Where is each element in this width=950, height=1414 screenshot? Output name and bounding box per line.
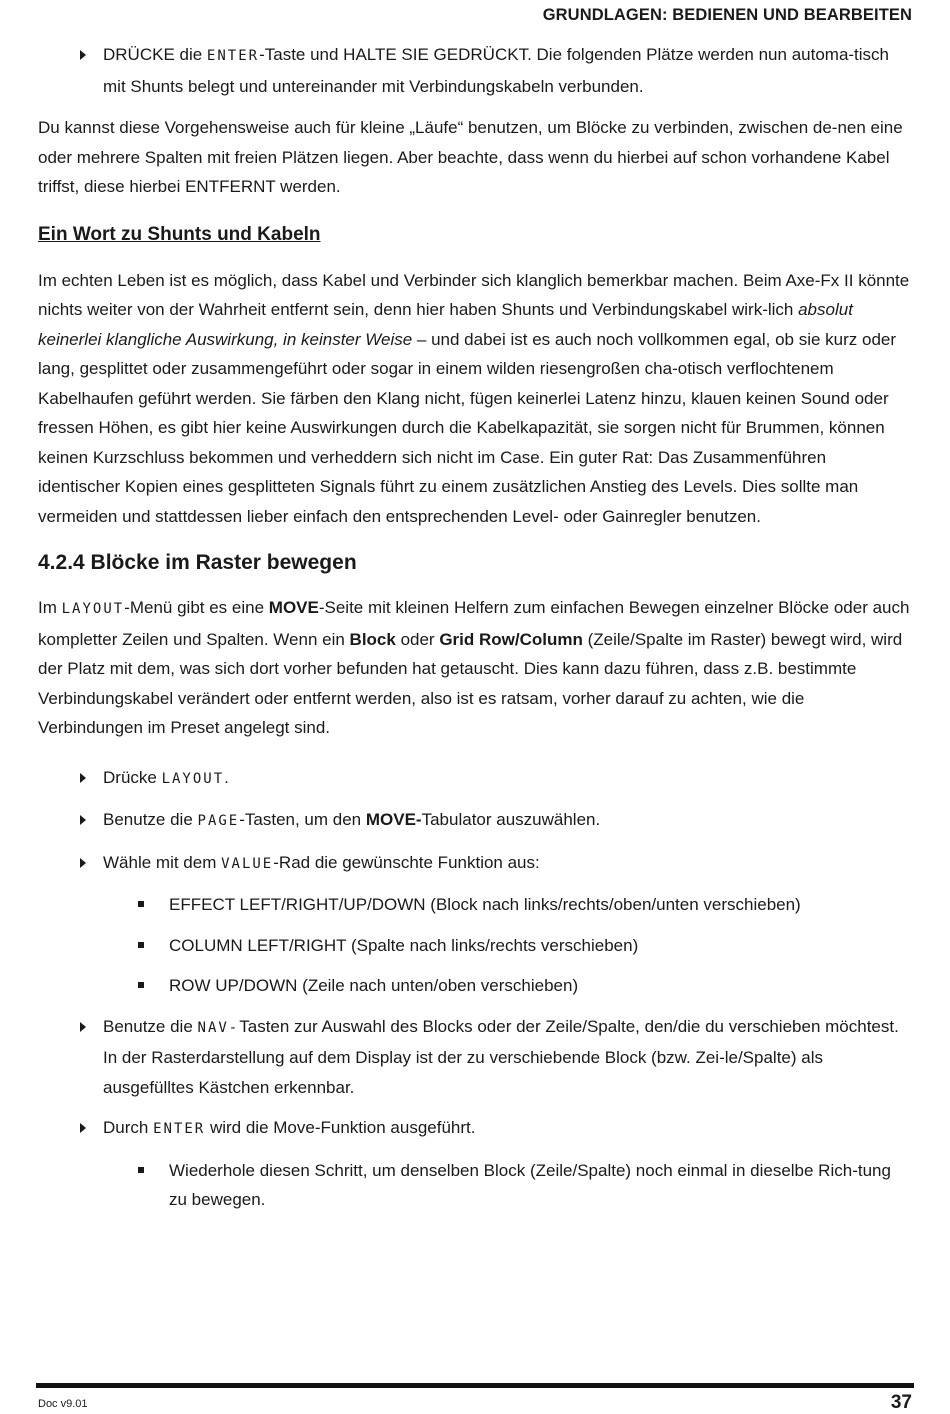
paragraph: [38, 593, 912, 743]
bold-text: MOVE: [268, 598, 319, 617]
step-bullet: [38, 1012, 912, 1103]
square-bullet-icon: [138, 982, 144, 988]
paragraph-text: Im echten Leben ist es möglich, dass Kabel und Verbinder sich klanglich bemerkbar machen. Beim Axe-Fx II könnte nichts weiter von der Wahrheit entfernt sein, denn hier haben Shunts und Verbindungskabel wirk-lich: [38, 270, 910, 319]
triangle-bullet-icon: [80, 1022, 86, 1032]
triangle-bullet-icon: [80, 858, 86, 868]
bullet-text: Durch: [103, 1118, 154, 1137]
key-label: VALUE: [221, 855, 274, 872]
paragraph-text: -Menü gibt es eine: [124, 598, 269, 617]
bold-text: Grid Row/Column: [439, 629, 583, 649]
option-item: [38, 931, 912, 961]
triangle-bullet-icon: [80, 50, 86, 60]
key-label: PAGE: [197, 813, 240, 829]
step-bullet: [38, 805, 912, 837]
option-item: [38, 1156, 912, 1215]
page-number: 37: [890, 1392, 912, 1413]
bullet-text: -Taste und HALTE SIE GEDRÜCKT. Die folgenden Plätze werden nun automa-tisch mit Shunts belegt und untereinander mit Verbindungskabeln verbunden.: [103, 45, 890, 96]
step-bullet: [38, 1113, 912, 1145]
triangle-bullet-icon: [80, 773, 86, 783]
square-bullet-icon: [138, 901, 144, 907]
paragraph: [38, 266, 912, 532]
bullet-text: Tabulator auszuwählen.: [421, 810, 601, 829]
option-text: Wiederhole diesen Schritt, um denselben Block (Zeile/Spalte) noch einmal in dieselbe Rich-tung zu bewegen.: [169, 1160, 891, 1209]
section-heading: Ein Wort zu Shunts und Kabeln: [38, 223, 321, 245]
paragraph-text: -Seite mit kleinen Helfern zum einfachen Bewegen einzelner Blöcke oder auch kompletter Zeilen und Spalten. Wenn ein: [38, 598, 910, 649]
option-text: EFFECT LEFT/RIGHT/UP/DOWN (Block nach links/rechts/oben/unten verschieben): [169, 895, 801, 914]
paragraph-text: – und dabei ist es auch noch vollkommen egal, ob sie kurz oder lang, gesplittet oder zusammengeführt oder sogar in einem wilden riesengroßen cha-otisch verflochtenem Kabelhaufen geführt werden. Sie färben den Klang nicht, fügen keinerlei Latenz hinzu, klauen keinen Sound oder fressen Höhen, es gibt hier keine Auswirkungen durch die Kabelkapazität, sie sorgen nicht für Brummen, können keinen Kurzschluss bekommen und verheddern sich nicht im Case. Ein guter Rat: Das Zusammenführen identischer Kopien eines gesplitteten Signals führt zu einem zusätzlichen Anstieg des Levels. Dies sollte man vermeiden und stattdessen lieber einfach den entsprechenden Level- oder Gainregler benutzen.: [38, 329, 897, 526]
intro-bullet: [38, 40, 912, 101]
step-bullet: [38, 763, 912, 795]
bold-text: Block: [349, 629, 396, 649]
square-bullet-icon: [138, 942, 144, 948]
option-text: ROW UP/DOWN (Zeile nach unten/oben verschieben): [169, 976, 579, 995]
bullet-text: Tasten zur Auswahl des Blocks oder der Zeile/Spalte, den/die du verschieben möchtest. In der Rasterdarstellung auf dem Display ist der zu verschiebende Block (bzw. Zei-le/Spalte) als ausgefülltes Kästchen erkennbar.: [103, 1016, 899, 1097]
subsection-heading: 4.2.4 Blöcke im Raster bewegen: [38, 551, 357, 574]
doc-version: Doc v9.01: [38, 1398, 88, 1410]
bold-text: MOVE-: [365, 810, 422, 829]
key-label: NAV-: [197, 1019, 240, 1036]
key-label: LAYOUT: [61, 601, 125, 617]
key-label: LAYOUT: [161, 770, 225, 787]
bullet-text: -Tasten, um den: [239, 810, 366, 829]
bullet-text: Drücke: [103, 767, 162, 787]
paragraph-text: oder: [395, 629, 440, 649]
key-label: ENTER: [153, 1121, 206, 1137]
bullet-text: Benutze die: [103, 810, 198, 829]
page-content: [38, 40, 912, 1215]
paragraph-text: Im: [38, 598, 62, 617]
triangle-bullet-icon: [80, 1123, 86, 1133]
paragraph: Du kannst diese Vorgehensweise auch für kleine „Läufe“ benutzen, um Blöcke zu verbinden, zwischen de-nen eine oder mehrere Spalten mit freien Plätzen liegen. Aber beachte, dass wenn du hierbei auf schon vorhandene Kabel triffst, diese hierbei ENTFERNT werden.: [38, 118, 903, 196]
bullet-text: DRÜCKE die: [103, 45, 207, 64]
option-item: [38, 890, 912, 920]
option-text: COLUMN LEFT/RIGHT (Spalte nach links/rechts verschieben): [169, 935, 639, 955]
triangle-bullet-icon: [80, 815, 86, 825]
bullet-text: .: [224, 767, 229, 787]
bullet-text: Benutze die: [103, 1016, 198, 1036]
key-label: ENTER: [206, 48, 260, 64]
option-item: [38, 971, 912, 1001]
footer-rule: [36, 1383, 914, 1388]
square-bullet-icon: [138, 1167, 144, 1173]
bullet-text: -Rad die gewünschte Funktion aus:: [273, 852, 540, 872]
paragraph-text: (Zeile/Spalte im Raster) bewegt wird, wird der Platz mit dem, was sich dort vorher befunden hat getauscht. Dies kann dazu führen, dass z.B. bestimmte Verbindungskabel verändert oder entfernt werden, also ist es ratsam, vorher darauf zu achten, wie die Verbindungen im Preset angelegt sind.: [38, 629, 903, 737]
step-bullet: [38, 848, 912, 880]
running-header: GRUNDLAGEN: BEDIENEN UND BEARBEITEN: [542, 6, 912, 24]
bullet-text: Wähle mit dem: [103, 852, 222, 872]
emphasis-text: absolut keinerlei klangliche Auswirkung, in keinster Weise: [38, 300, 853, 349]
bullet-text: wird die Move-Funktion ausgeführt.: [205, 1118, 476, 1137]
